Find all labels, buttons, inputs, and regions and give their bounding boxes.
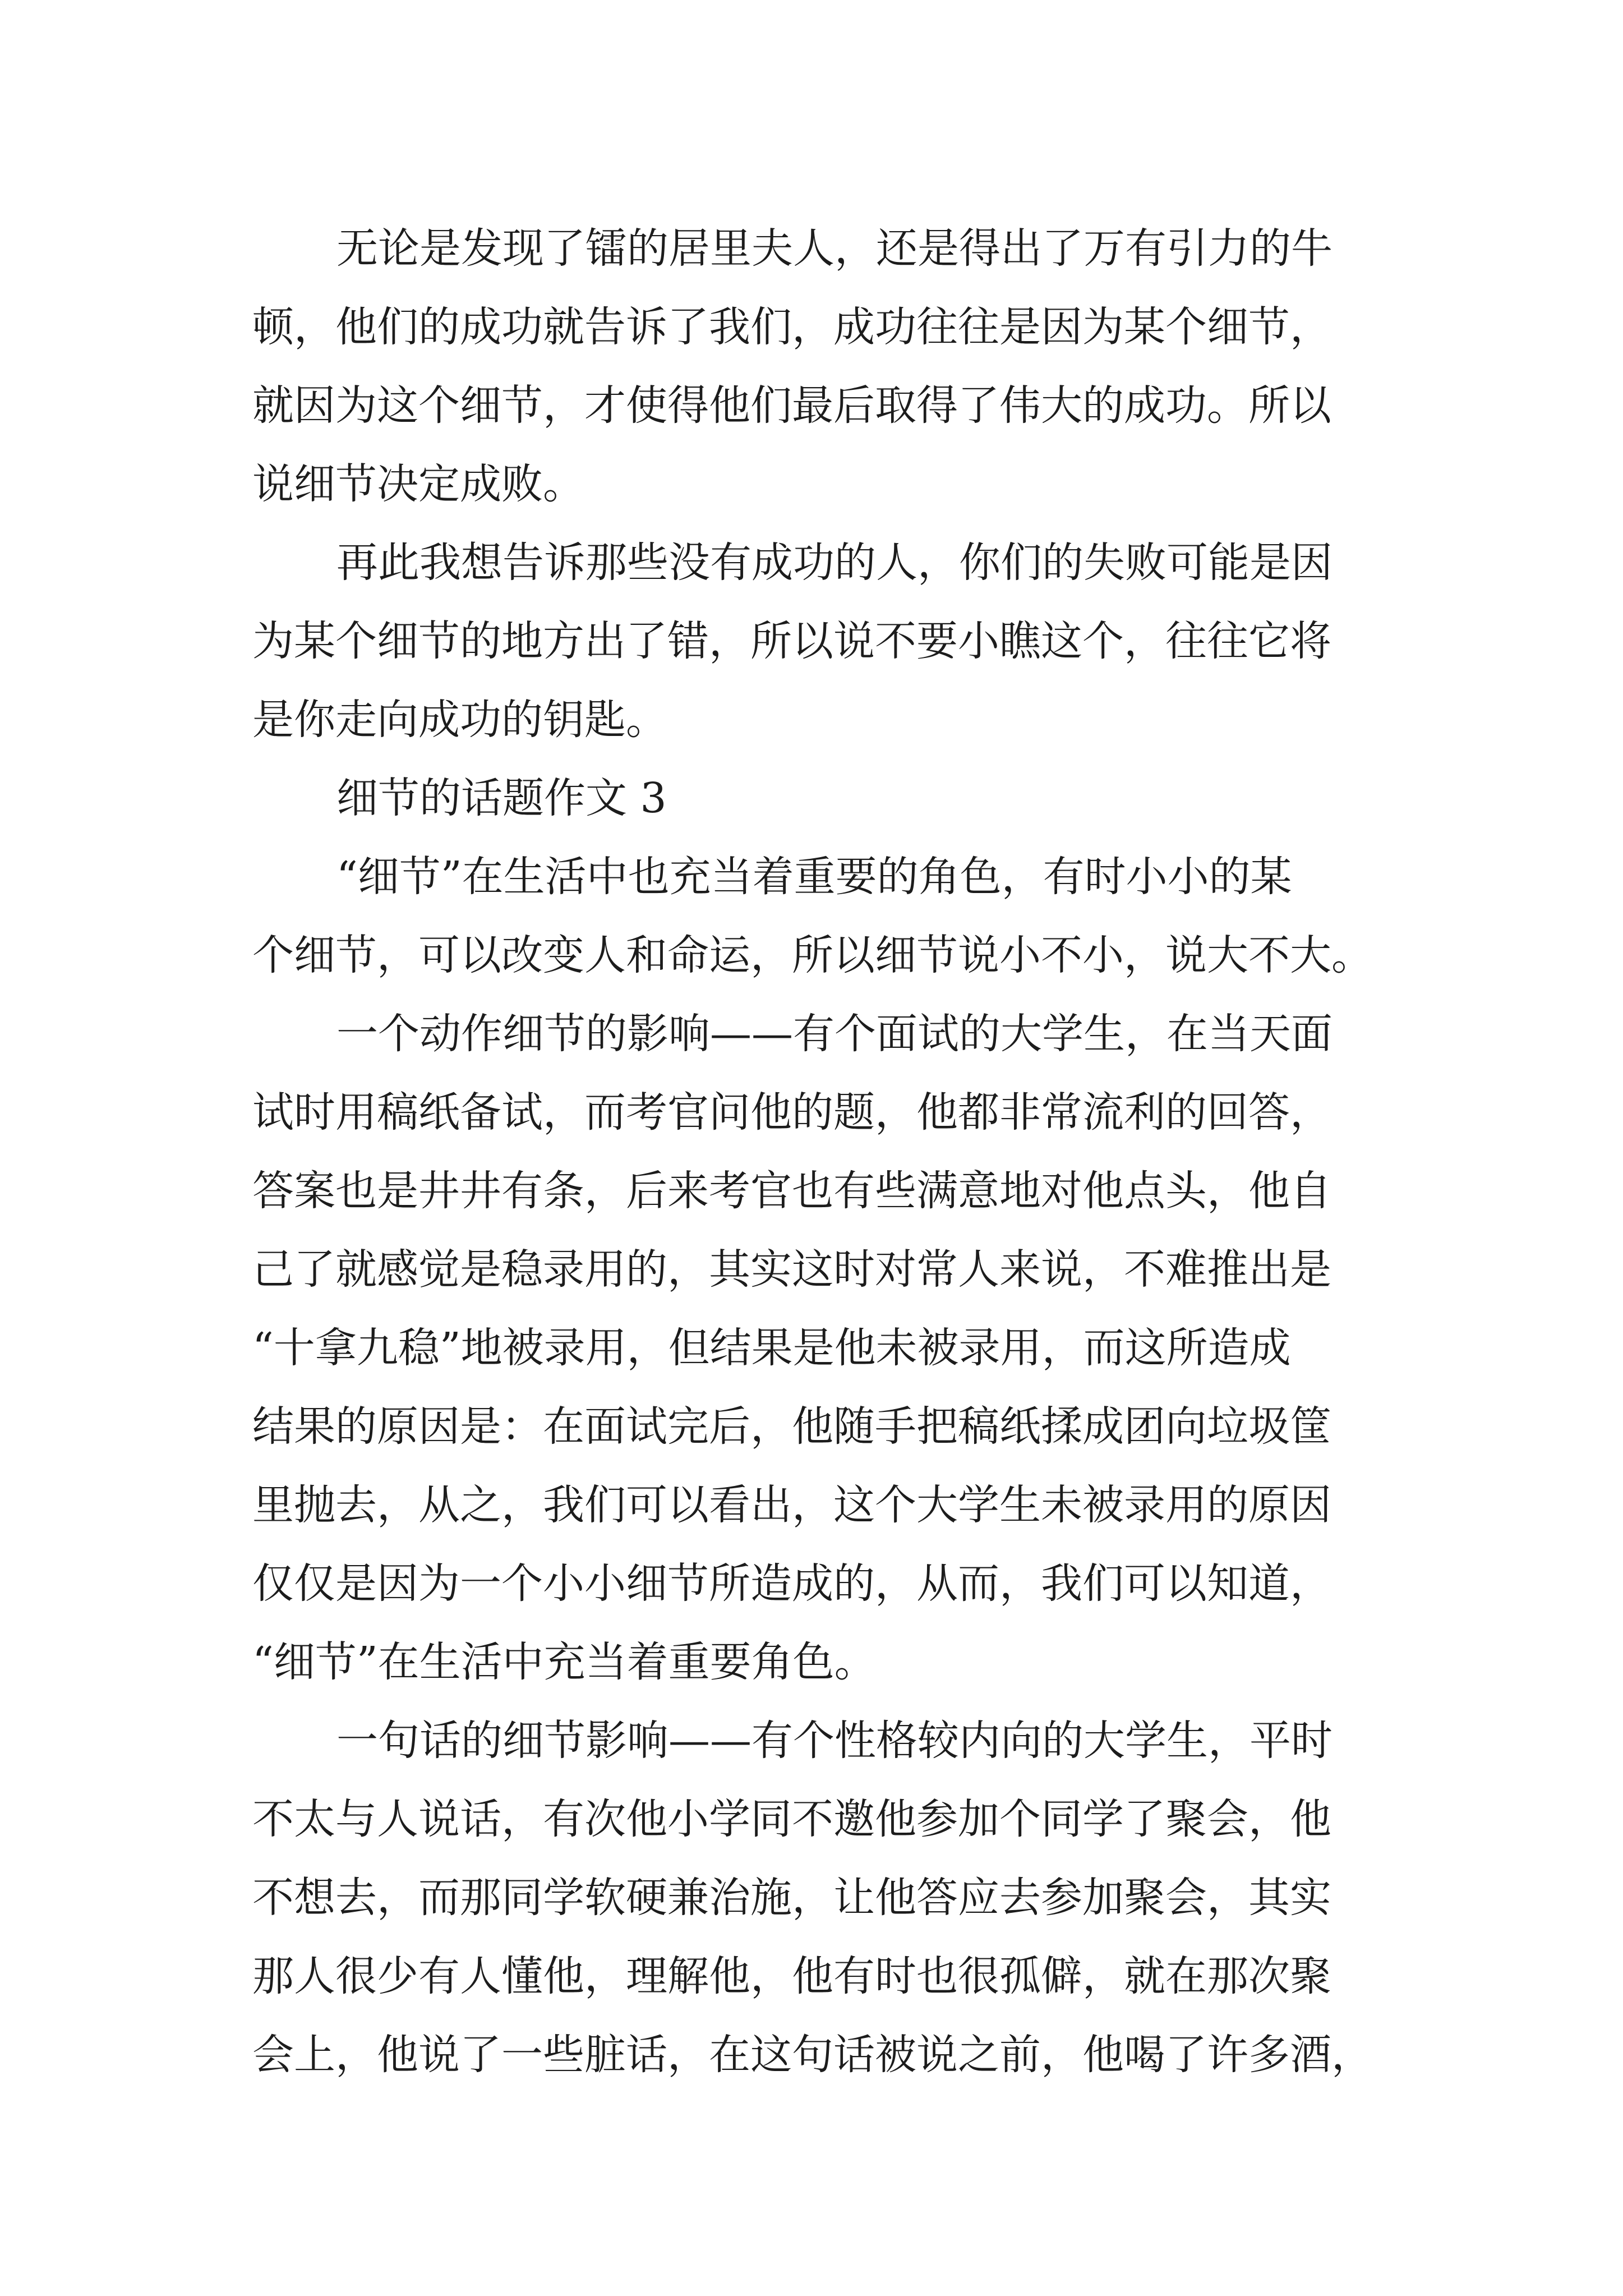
text-line: 说细节决定成败。 [252,460,584,508]
text-line: 无论是发现了镭的居里夫人，还是得出了万有引力的牛 [336,224,1332,273]
text-line: 是你走向成功的钥匙。 [252,696,667,744]
text-line: 一个动作细节的影响——有个面试的大学生，在当天面 [336,1010,1332,1058]
text-line: 答案也是井井有条，后来考官也有些满意地对他点头，他自 [252,1167,1331,1215]
text-line: 一句话的细节影响——有个性格较内向的大学生，平时 [336,1717,1332,1765]
text-line: 那人很少有人懂他，理解他，他有时也很孤僻，就在那次聚 [252,1952,1331,2000]
text-line: 会上，他说了一些脏话，在这句话被说之前，他喝了许多酒， [252,2031,1373,2079]
text-line: 仅仅是因为一个小小细节所造成的，从而，我们可以知道， [252,1559,1331,1608]
text-line: 己了就感觉是稳录用的，其实这时对常人来说，不难推出是 [252,1245,1331,1294]
text-line: 个细节，可以改变人和命运，所以细节说小不小，说大不大。 [252,931,1373,979]
text-line: 为某个细节的地方出了错，所以说不要小瞧这个，往往它将 [252,617,1331,665]
text-line: 结果的原因是：在面试完后，他随手把稿纸揉成团向垃圾筐 [252,1402,1331,1451]
text-line: “十拿九稳”地被录用，但结果是他未被录用，而这所造成 [252,1324,1291,1372]
text-line: 就因为这个细节，才使得他们最后取得了伟大的成功。所以 [252,381,1331,430]
text-line: 里抛去，从之，我们可以看出，这个大学生未被录用的原因 [252,1481,1331,1529]
section-heading: 细节的话题作文 3 [336,774,667,822]
text-line: 顿，他们的成功就告诉了我们，成功往往是因为某个细节， [252,303,1331,351]
document-body [252,209,1374,2094]
text-line: 试时用稿纸备试，而考官问他的题，他都非常流利的回答， [252,1088,1331,1137]
text-line: “细节”在生活中充当着重要角色。 [252,1638,876,1686]
text-line: “细节”在生活中也充当着重要的角色，有时小小的某 [336,853,1292,901]
text-line: 再此我想告诉那些没有成功的人，你们的失败可能是因 [336,539,1332,587]
text-line: 不太与人说话，有次他小学同不邀他参加个同学了聚会，他 [252,1795,1331,1843]
text-line: 不想去，而那同学软硬兼治施，让他答应去参加聚会，其实 [252,1874,1331,1922]
